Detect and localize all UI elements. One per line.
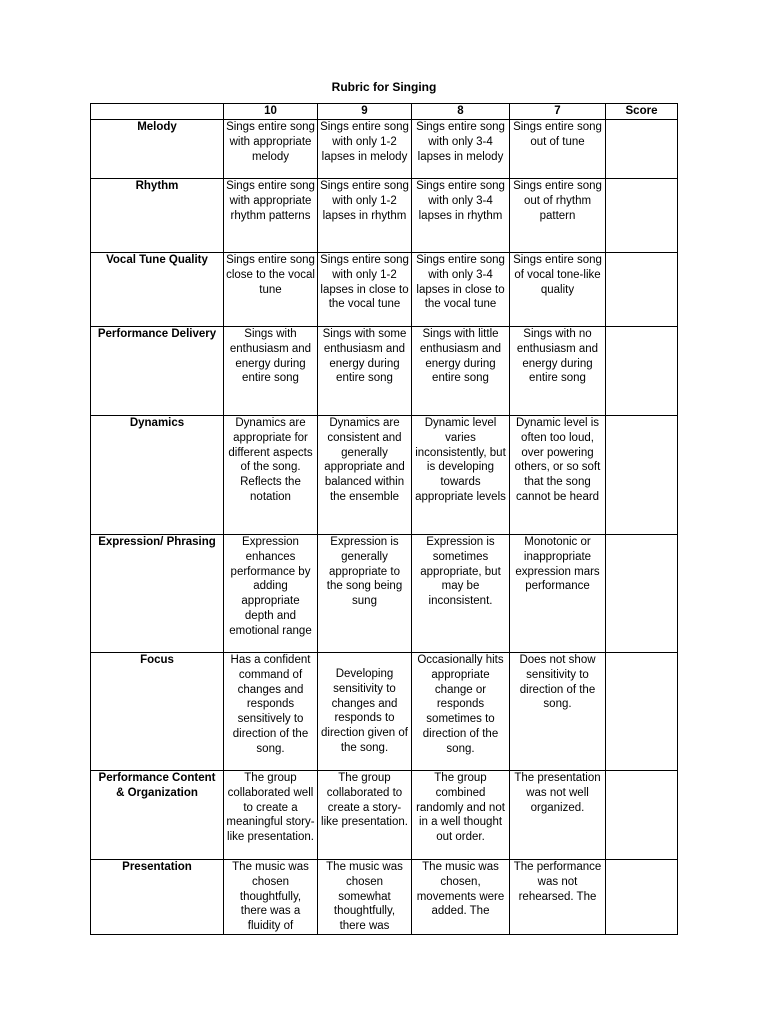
rubric-row-presentation [91, 860, 678, 935]
criterion-label: Performance Delivery [91, 327, 224, 416]
level-9-description: Sings with some enthusiasm and energy during entire song [318, 327, 412, 416]
level-8-description: Sings entire song with only 3-4 lapses in rhythm [412, 179, 510, 253]
rubric-row-vocal-tune-quality [91, 253, 678, 327]
rubric-table [90, 103, 678, 935]
score-cell[interactable] [606, 416, 678, 535]
header-level-7: 7 [510, 104, 606, 120]
level-7-description: Sings entire song of vocal tone-like quality [510, 253, 606, 327]
level-8-description: Occasionally hits appropriate change or responds sometimes to direction of the song. [412, 653, 510, 771]
rubric-row-focus [91, 653, 678, 771]
level-7-description: Sings entire song out of rhythm pattern [510, 179, 606, 253]
level-9-description: Developing sensitivity to changes and responds to direction given of the song. [318, 653, 412, 771]
level-9-description: Sings entire song with only 1-2 lapses in rhythm [318, 179, 412, 253]
score-cell[interactable] [606, 327, 678, 416]
level-8-description: Sings entire song with only 3-4 lapses in melody [412, 120, 510, 179]
criterion-label: Vocal Tune Quality [91, 253, 224, 327]
criterion-label: Melody [91, 120, 224, 179]
level-9-description: Expression is generally appropriate to the song being sung [318, 535, 412, 653]
level-7-description: Does not show sensitivity to direction of the song. [510, 653, 606, 771]
criterion-label: Rhythm [91, 179, 224, 253]
score-cell[interactable] [606, 179, 678, 253]
header-criteria [91, 104, 224, 120]
level-10-description: The group collaborated well to create a meaningful story-like presentation. [224, 771, 318, 860]
level-7-description: Dynamic level is often too loud, over powering others, or so soft that the song cannot be heard [510, 416, 606, 535]
score-cell[interactable] [606, 653, 678, 771]
criterion-label: Dynamics [91, 416, 224, 535]
level-9-description: Sings entire song with only 1-2 lapses in melody [318, 120, 412, 179]
level-7-description: Monotonic or inappropriate expression mars performance [510, 535, 606, 653]
level-10-description: Sings entire song with appropriate rhythm patterns [224, 179, 318, 253]
header-level-10: 10 [224, 104, 318, 120]
score-cell[interactable] [606, 120, 678, 179]
level-10-description: Dynamics are appropriate for different aspects of the song. Reflects the notation [224, 416, 318, 535]
level-7-description: The performance was not rehearsed. The [510, 860, 606, 935]
criterion-label: Presentation [91, 860, 224, 935]
rubric-row-rhythm [91, 179, 678, 253]
header-level-8: 8 [412, 104, 510, 120]
criterion-label: Expression/ Phrasing [91, 535, 224, 653]
level-9-description: The group collaborated to create a story-like presentation. [318, 771, 412, 860]
level-8-description: Sings with little enthusiasm and energy during entire song [412, 327, 510, 416]
score-cell[interactable] [606, 253, 678, 327]
level-8-description: Sings entire song with only 3-4 lapses in close to the vocal tune [412, 253, 510, 327]
level-8-description: The group combined randomly and not in a well thought out order. [412, 771, 510, 860]
level-7-description: The presentation was not well organized. [510, 771, 606, 860]
score-cell[interactable] [606, 771, 678, 860]
header-row [91, 104, 678, 120]
level-10-description: Expression enhances performance by adding appropriate depth and emotional range [224, 535, 318, 653]
criterion-label: Focus [91, 653, 224, 771]
level-10-description: The music was chosen thoughtfully, there was a fluidity of [224, 860, 318, 935]
level-9-description: The music was chosen somewhat thoughtfully, there was [318, 860, 412, 935]
level-10-description: Sings entire song with appropriate melody [224, 120, 318, 179]
criterion-label: Performance Content & Organization [91, 771, 224, 860]
score-cell[interactable] [606, 535, 678, 653]
header-level-9: 9 [318, 104, 412, 120]
level-9-description: Sings entire song with only 1-2 lapses in close to the vocal tune [318, 253, 412, 327]
level-9-description: Dynamics are consistent and generally appropriate and balanced within the ensemble [318, 416, 412, 535]
rubric-row-expression-phrasing [91, 535, 678, 653]
level-10-description: Sings entire song close to the vocal tune [224, 253, 318, 327]
header-score: Score [606, 104, 678, 120]
level-7-description: Sings with no enthusiasm and energy during entire song [510, 327, 606, 416]
rubric-row-performance-content [91, 771, 678, 860]
level-8-description: Expression is sometimes appropriate, but may be inconsistent. [412, 535, 510, 653]
level-7-description: Sings entire song out of tune [510, 120, 606, 179]
rubric-row-dynamics [91, 416, 678, 535]
level-8-description: The music was chosen, movements were added. The [412, 860, 510, 935]
level-8-description: Dynamic level varies inconsistently, but is developing towards appropriate levels [412, 416, 510, 535]
rubric-row-performance-delivery [91, 327, 678, 416]
score-cell[interactable] [606, 860, 678, 935]
rubric-row-melody [91, 120, 678, 179]
document-title: Rubric for Singing [331, 80, 437, 94]
level-10-description: Sings with enthusiasm and energy during entire song [224, 327, 318, 416]
level-10-description: Has a confident command of changes and responds sensitively to direction of the song. [224, 653, 318, 771]
